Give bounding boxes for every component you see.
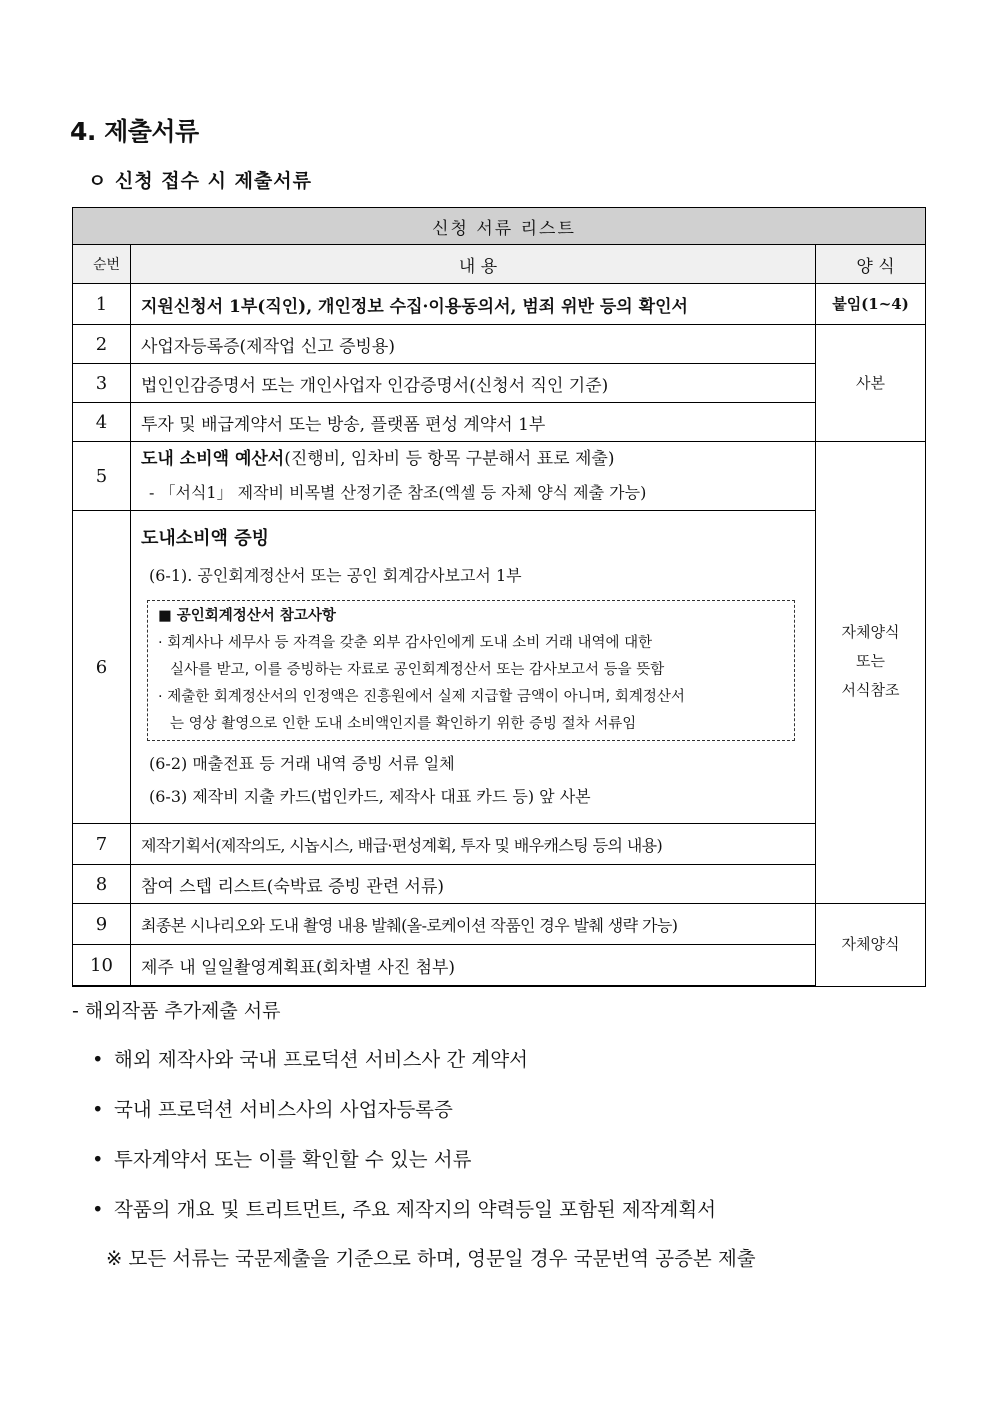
table-row bbox=[73, 403, 926, 442]
form-line: 서식참조 bbox=[841, 681, 900, 699]
row-num: 10 bbox=[73, 945, 131, 987]
note-box bbox=[147, 600, 795, 741]
row-num: 1 bbox=[73, 284, 131, 325]
table-row bbox=[73, 824, 926, 865]
row-item: (6-3) 제작비 지출 카드(법인카드, 제작사 대표 카드 등) 앞 사본 bbox=[149, 787, 591, 806]
table-header-row bbox=[73, 245, 926, 284]
bullet-icon: • bbox=[92, 1048, 104, 1071]
header-num: 순번 bbox=[73, 245, 131, 284]
row-num: 7 bbox=[73, 824, 131, 865]
row-content-rest: (진행비, 임차비 등 항목 구분해서 표로 제출) bbox=[284, 449, 615, 469]
table-title: 신청 서류 리스트 bbox=[73, 208, 926, 245]
table-row bbox=[73, 442, 926, 511]
note-line: · 회계사나 세무사 등 자격을 갖춘 외부 감사인에게 도내 소비 거래 내역에 대한 bbox=[158, 635, 653, 651]
table-row bbox=[73, 325, 926, 364]
row-content: 제작기획서(제작의도, 시놉시스, 배급·편성계획, 투자 및 배우캐스팅 등의 내용) bbox=[131, 824, 816, 865]
list-item bbox=[92, 1192, 716, 1242]
header-form: 양 식 bbox=[816, 245, 926, 284]
table-row bbox=[73, 945, 926, 987]
list-item-text: 투자계약서 또는 이를 확인할 수 있는 서류 bbox=[114, 1148, 472, 1171]
row-content bbox=[131, 511, 816, 824]
row-content: 최종본 시나리오와 도내 촬영 내용 발췌(올-로케이션 작품인 경우 발췌 생략 가능) bbox=[131, 904, 816, 945]
extra-docs-title: - 해외작품 추가제출 서류 bbox=[72, 1000, 281, 1022]
list-item bbox=[92, 1042, 716, 1092]
list-item bbox=[92, 1142, 716, 1192]
bullet-icon: • bbox=[92, 1198, 104, 1221]
note-line: 는 영상 촬영으로 인한 도내 소비액인지를 확인하기 위한 증빙 절차 서류임 bbox=[170, 716, 637, 732]
row-form: 붙임(1~4) bbox=[816, 284, 926, 325]
section-title: 4. 제출서류 bbox=[70, 117, 199, 146]
list-item-text: 국내 프로덕션 서비스사의 사업자등록증 bbox=[114, 1098, 453, 1121]
bullet-icon: • bbox=[92, 1148, 104, 1171]
row-content-sub: - 「서식1」 제작비 비목별 산정기준 참조(엑셀 등 자체 양식 제출 가능) bbox=[149, 483, 647, 502]
row-content-bold: 도내 소비액 예산서 bbox=[141, 449, 285, 469]
note-title: ■ 공인회계정산서 참고사항 bbox=[158, 608, 336, 624]
row-content: 제주 내 일일촬영계획표(회차별 사진 첨부) bbox=[131, 945, 816, 987]
row-num: 3 bbox=[73, 364, 131, 403]
table-title-row bbox=[73, 208, 926, 245]
form-line: 자체양식 bbox=[841, 623, 900, 641]
bullet-icon: • bbox=[92, 1098, 104, 1121]
footnote: ※ 모든 서류는 국문제출을 기준으로 하며, 영문일 경우 국문번역 공증본 제출 bbox=[106, 1247, 756, 1270]
list-item-text: 해외 제작사와 국내 프로덕션 서비스사 간 계약서 bbox=[114, 1048, 528, 1071]
extra-docs-list bbox=[92, 1042, 716, 1242]
table-row bbox=[73, 364, 926, 403]
table-row bbox=[73, 284, 926, 325]
note-line: 실사를 받고, 이를 증빙하는 자료로 공인회계정산서 또는 감사보고서 등을 뜻함 bbox=[170, 662, 665, 678]
row-form: 자체양식 bbox=[816, 904, 926, 987]
row-num: 5 bbox=[73, 442, 131, 511]
row-num: 4 bbox=[73, 403, 131, 442]
row-form bbox=[816, 442, 926, 904]
row-content: 참여 스텝 리스트(숙박료 증빙 관련 서류) bbox=[131, 865, 816, 904]
row-content: 사업자등록증(제작업 신고 증빙용) bbox=[131, 325, 816, 364]
list-item-text: 작품의 개요 및 트리트먼트, 주요 제작지의 약력등일 포함된 제작계획서 bbox=[114, 1198, 717, 1221]
table-row bbox=[73, 511, 926, 824]
row-content: 법인인감증명서 또는 개인사업자 인감증명서(신청서 직인 기준) bbox=[131, 364, 816, 403]
row-num: 2 bbox=[73, 325, 131, 364]
table-row bbox=[73, 865, 926, 904]
header-content: 내 용 bbox=[131, 245, 816, 284]
row-content-title: 도내소비액 증빙 bbox=[141, 528, 269, 549]
form-line: 또는 bbox=[856, 652, 885, 670]
sub-title: ㅇ 신청 접수 시 제출서류 bbox=[88, 170, 312, 192]
list-item bbox=[92, 1092, 716, 1142]
row-content bbox=[131, 442, 816, 511]
row-num: 8 bbox=[73, 865, 131, 904]
row-content: 지원신청서 1부(직인), 개인정보 수집·이용동의서, 범죄 위반 등의 확인서 bbox=[131, 284, 816, 325]
row-item: (6-1). 공인회계정산서 또는 공인 회계감사보고서 1부 bbox=[149, 566, 522, 585]
row-content: 투자 및 배급계약서 또는 방송, 플랫폼 편성 계약서 1부 bbox=[131, 403, 816, 442]
note-line: · 제출한 회계정산서의 인정액은 진흥원에서 실제 지급할 금액이 아니며, 회계정산서 bbox=[158, 689, 685, 705]
row-num: 6 bbox=[73, 511, 131, 824]
documents-table bbox=[72, 207, 926, 987]
row-form: 사본 bbox=[816, 325, 926, 442]
row-item: (6-2) 매출전표 등 거래 내역 증빙 서류 일체 bbox=[149, 754, 455, 773]
table-row bbox=[73, 904, 926, 945]
row-num: 9 bbox=[73, 904, 131, 945]
